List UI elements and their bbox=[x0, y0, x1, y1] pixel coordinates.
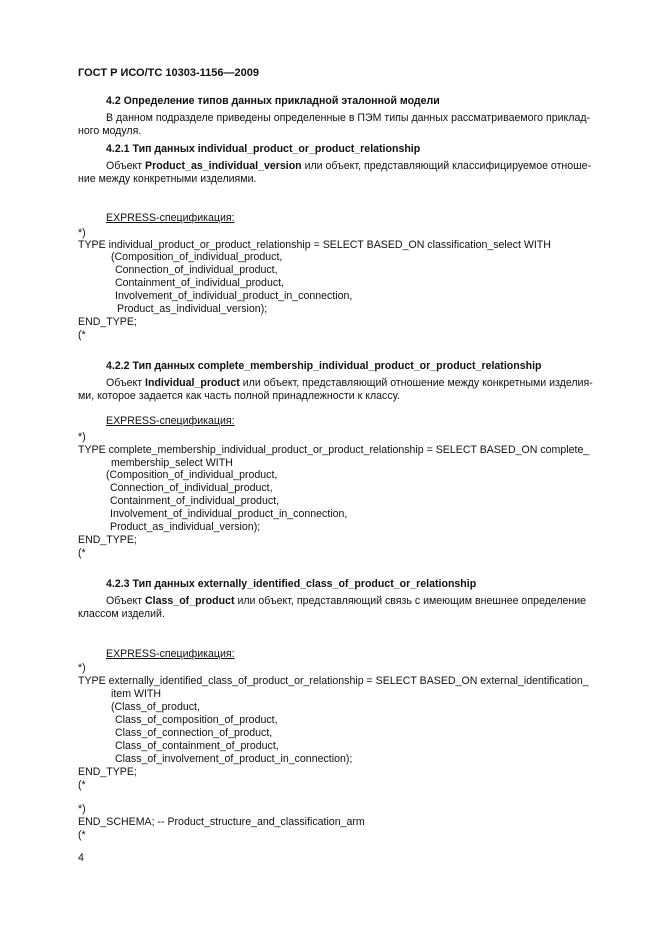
code-line: Product_as_individual_version); bbox=[110, 521, 261, 533]
code-line: TYPE individual_product_or_product_relationship = SELECT BASED_ON classification_select WITH bbox=[78, 239, 551, 251]
code-line: Connection_of_individual_product, bbox=[110, 482, 273, 494]
code-line: Product_as_individual_version); bbox=[117, 303, 268, 315]
section-4-2-2-heading: 4.2.2 Тип данных complete_membership_individual_product_or_product_relationship bbox=[106, 360, 542, 372]
code-line: TYPE externally_identified_class_of_product_or_relationship = SELECT BASED_ON external_identification_ bbox=[78, 675, 589, 687]
code-line: Class_of_containment_of_product, bbox=[115, 740, 279, 752]
code-line: *) bbox=[78, 662, 86, 674]
section-4-2-1-paragraph-line1 bbox=[106, 160, 591, 173]
code-line: membership_select WITH bbox=[111, 457, 233, 469]
code-line: (Composition_of_individual_product, bbox=[111, 251, 283, 263]
code-line: TYPE complete_membership_individual_product_or_product_relationship = SELECT BASED_ON complete_ bbox=[78, 444, 590, 456]
text-run: или объект, представляющий отношение между конкретными изделия- bbox=[239, 377, 593, 389]
section-4-2-3-paragraph-line1 bbox=[106, 595, 586, 608]
page-number: 4 bbox=[78, 852, 84, 864]
text-run: Объект bbox=[106, 160, 146, 172]
text-run: Объект bbox=[106, 377, 146, 389]
entity-name: Product_as_individual_version bbox=[145, 160, 302, 172]
section-4-2-1-paragraph-line2: ние между конкретными изделиями. bbox=[78, 173, 257, 185]
section-4-2-heading: 4.2 Определение типов данных прикладной эталонной модели bbox=[106, 95, 440, 107]
section-4-2-paragraph-line2: ного модуля. bbox=[78, 125, 142, 137]
entity-name: Individual_product bbox=[145, 377, 240, 389]
code-line: Involvement_of_individual_product_in_connection, bbox=[110, 508, 348, 520]
section-4-2-2-paragraph-line1 bbox=[106, 377, 593, 390]
document-header: ГОСТ Р ИСО/ТС 10303-1156—2009 bbox=[78, 67, 259, 79]
express-spec-label: EXPRESS-спецификация: bbox=[106, 212, 235, 224]
code-line: Class_of_connection_of_product, bbox=[115, 727, 273, 739]
code-line: Class_of_composition_of_product, bbox=[115, 714, 278, 726]
code-line: *) bbox=[78, 803, 86, 815]
code-line: Containment_of_individual_product, bbox=[115, 277, 285, 289]
code-line: END_TYPE; bbox=[78, 766, 137, 778]
code-line: Involvement_of_individual_product_in_connection, bbox=[115, 290, 353, 302]
code-line: (* bbox=[78, 779, 86, 791]
section-4-2-paragraph-line1: В данном подразделе приведены определенные в ПЭМ типы данных рассматриваемого приклад- bbox=[106, 112, 591, 124]
text-run: или объект, представляющий классифицируемое отноше- bbox=[301, 160, 592, 172]
code-line: (* bbox=[78, 547, 86, 559]
code-line: *) bbox=[78, 227, 86, 239]
express-spec-label: EXPRESS-спецификация: bbox=[106, 415, 235, 427]
code-line: Class_of_involvement_of_product_in_connection); bbox=[115, 753, 353, 765]
code-line: (Class_of_product, bbox=[111, 701, 200, 713]
code-line: END_TYPE; bbox=[78, 534, 137, 546]
text-run: или объект, представляющий связь с имеющим внешнее определение bbox=[234, 595, 587, 607]
code-line: Containment_of_individual_product, bbox=[110, 495, 280, 507]
express-spec-label: EXPRESS-спецификация: bbox=[106, 648, 235, 660]
code-line: END_SCHEMA; -- Product_structure_and_classification_arm bbox=[78, 816, 365, 828]
code-line: (* bbox=[78, 329, 86, 341]
section-4-2-3-paragraph-line2: классом изделий. bbox=[78, 608, 165, 620]
code-line: *) bbox=[78, 431, 86, 443]
section-4-2-1-heading: 4.2.1 Тип данных individual_product_or_product_relationship bbox=[106, 143, 421, 155]
code-line: (Composition_of_individual_product, bbox=[106, 469, 278, 481]
entity-name: Class_of_product bbox=[145, 595, 235, 607]
section-4-2-2-paragraph-line2: ми, которое задается как часть полной принадлежности к классу. bbox=[78, 390, 400, 402]
text-run: Объект bbox=[106, 595, 146, 607]
code-line: Connection_of_individual_product, bbox=[115, 264, 278, 276]
section-4-2-3-heading: 4.2.3 Тип данных externally_identified_class_of_product_or_relationship bbox=[106, 578, 477, 590]
code-line: item WITH bbox=[111, 688, 162, 700]
code-line: (* bbox=[78, 829, 86, 841]
code-line: END_TYPE; bbox=[78, 316, 137, 328]
